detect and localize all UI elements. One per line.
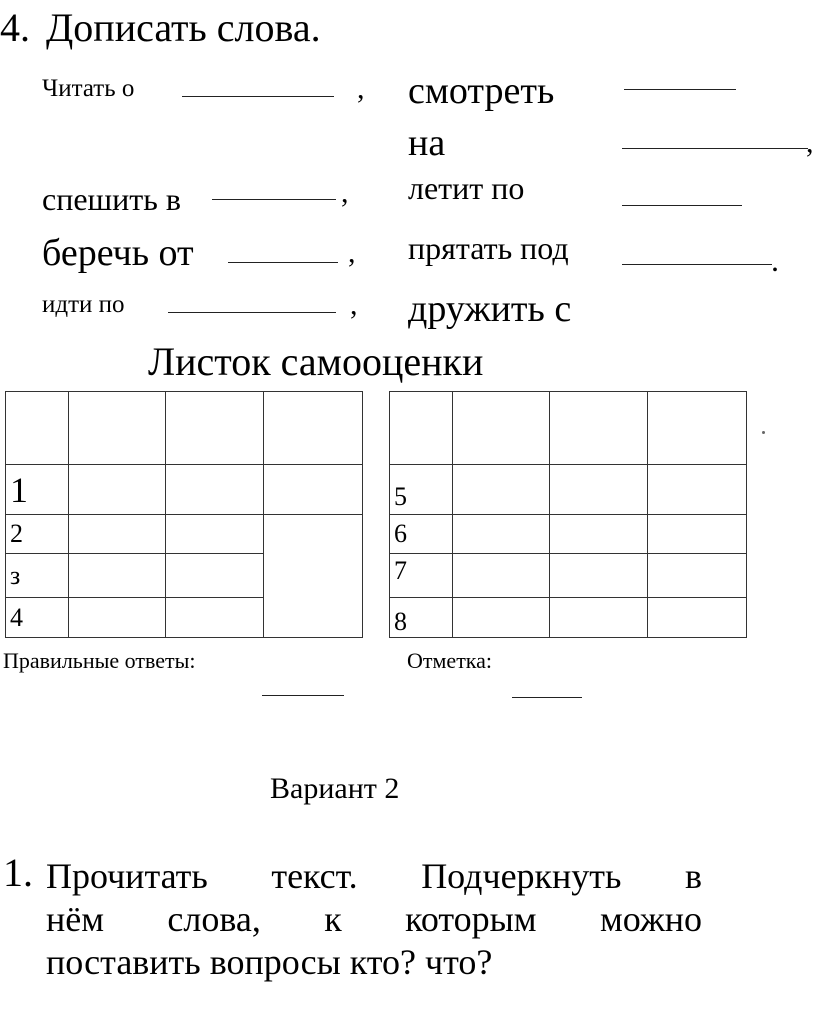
grid-cell[interactable] xyxy=(264,554,363,598)
grid-cell[interactable] xyxy=(390,392,453,465)
grid-cell[interactable] xyxy=(166,554,264,598)
correct-answers-label: Правильные ответы: xyxy=(3,648,196,673)
task-number: 1. xyxy=(3,850,33,895)
grid-cell[interactable] xyxy=(69,392,166,465)
row-number: 2 xyxy=(6,515,69,554)
row-number: 1 xyxy=(6,465,69,515)
self-assessment-grid-right xyxy=(389,391,747,638)
grid-cell[interactable] xyxy=(264,598,363,638)
grid-cell[interactable] xyxy=(453,392,550,465)
item-label: идти по xyxy=(42,291,125,318)
row-number: 5 xyxy=(390,465,453,515)
task-text-line: поставить вопросы кто? что? xyxy=(46,942,493,982)
task-text-line: нём слова, к которым можно xyxy=(46,899,702,939)
item-label: на xyxy=(408,122,446,164)
grid-cell[interactable] xyxy=(648,515,747,554)
grid-cell[interactable] xyxy=(69,465,166,515)
grid-cell[interactable] xyxy=(648,465,747,515)
answer-blank[interactable] xyxy=(182,96,334,97)
item-punct: . xyxy=(771,242,779,278)
grade-blank[interactable] xyxy=(512,697,582,698)
item-label: смотреть xyxy=(408,70,555,112)
item-label: Читать о xyxy=(42,75,135,102)
grid-cell[interactable] xyxy=(69,554,166,598)
row-number: 8 xyxy=(390,598,453,638)
grid-cell[interactable] xyxy=(550,515,648,554)
row-number: з xyxy=(6,554,69,598)
grid-cell[interactable] xyxy=(550,554,648,598)
grid-cell[interactable] xyxy=(550,392,648,465)
task-text-line: Прочитать текст. Подчеркнуть в xyxy=(46,856,702,896)
item-label: дружить с xyxy=(408,288,572,330)
row-number: 4 xyxy=(6,598,69,638)
grid-cell[interactable] xyxy=(453,465,550,515)
grid-cell[interactable] xyxy=(264,515,363,554)
grid-cell[interactable] xyxy=(69,598,166,638)
self-assessment-title: Листок самооценки xyxy=(148,339,484,384)
grid-cell[interactable] xyxy=(69,515,166,554)
item-punct: , xyxy=(350,288,358,321)
item-label: прятать под xyxy=(408,230,569,266)
answer-blank[interactable] xyxy=(622,205,742,206)
grid-cell[interactable] xyxy=(453,515,550,554)
correct-answers-blank[interactable] xyxy=(262,695,344,696)
task-title: Дописать слова. xyxy=(46,5,321,50)
item-punct: , xyxy=(357,72,365,105)
grid-cell[interactable] xyxy=(264,465,363,515)
row-number: 6 xyxy=(390,515,453,554)
self-assessment-grid-left xyxy=(5,391,363,638)
answer-blank[interactable] xyxy=(622,264,772,265)
grid-cell[interactable] xyxy=(648,392,747,465)
item-label: спешить в xyxy=(42,181,181,217)
stray-dot xyxy=(762,431,765,434)
grid-cell[interactable] xyxy=(550,465,648,515)
grade-label: Отметка: xyxy=(407,648,493,673)
grid-cell[interactable] xyxy=(648,598,747,638)
item-label: беречь от xyxy=(42,232,194,274)
answer-blank[interactable] xyxy=(212,199,336,200)
answer-blank[interactable] xyxy=(228,262,338,263)
item-label: летит по xyxy=(408,170,525,206)
grid-cell[interactable] xyxy=(453,598,550,638)
grid-cell[interactable] xyxy=(166,392,264,465)
grid-cell[interactable] xyxy=(264,392,363,465)
answer-blank[interactable] xyxy=(168,312,336,313)
grid-cell[interactable] xyxy=(550,598,648,638)
task-number: 4. xyxy=(0,5,30,50)
item-punct: , xyxy=(348,236,356,269)
grid-cell[interactable] xyxy=(648,554,747,598)
grid-cell[interactable] xyxy=(166,515,264,554)
answer-blank[interactable] xyxy=(622,148,808,149)
answer-blank[interactable] xyxy=(624,89,736,90)
item-punct: , xyxy=(341,176,349,209)
grid-cell[interactable] xyxy=(453,554,550,598)
grid-cell[interactable] xyxy=(6,392,69,465)
row-number: 7 xyxy=(390,554,453,598)
item-punct: , xyxy=(806,126,814,159)
grid-cell[interactable] xyxy=(166,598,264,638)
variant-title: Вариант 2 xyxy=(270,772,400,805)
grid-cell[interactable] xyxy=(166,465,264,515)
task-text xyxy=(46,855,702,984)
